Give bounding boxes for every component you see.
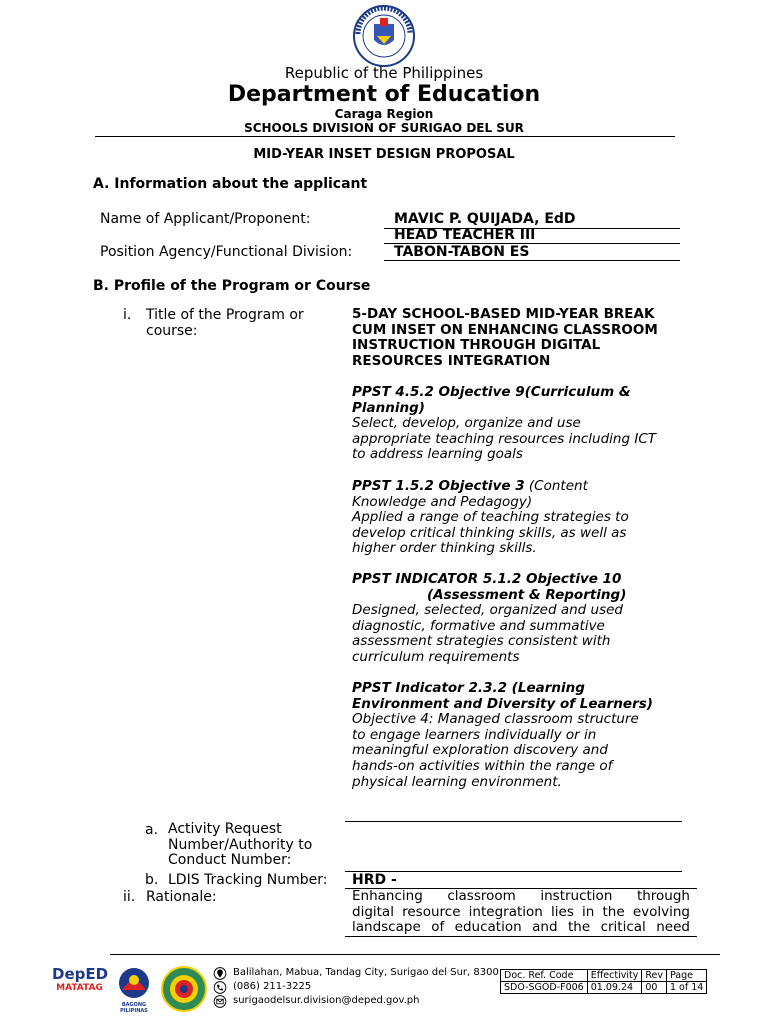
footer-phone: (086) 211-3225 bbox=[233, 981, 312, 992]
ppst-4-description: Objective 4: Managed classroom structure bbox=[352, 711, 639, 728]
doc-ref-code-header: Doc. Ref. Code bbox=[501, 970, 588, 982]
ppst-block-1: PPST 4.5.2 Objective 9(Curriculum & Planning) Select, develop, organize and use appropriate teaching resources including ICT to address learning goals bbox=[352, 384, 657, 463]
footer-divider bbox=[110, 954, 720, 955]
bagong-pilipinas-text: BAGONG PILIPINAS bbox=[120, 1002, 148, 1014]
email-icon bbox=[213, 995, 227, 1008]
item-i-label: Title of the Program or course: bbox=[146, 307, 304, 339]
position-value: HEAD TEACHER III bbox=[394, 227, 536, 243]
location-icon bbox=[213, 967, 227, 980]
footer-email: surigaodelsur.division@deped.gov.ph bbox=[233, 995, 420, 1006]
page-header: Page bbox=[666, 970, 706, 982]
deped-seal-logo bbox=[344, 4, 424, 68]
rev-value: 00 bbox=[642, 982, 667, 994]
doc-ref-table bbox=[500, 969, 707, 994]
rationale-text: Enhancing classroom instruction through digital resource integration lies in the evolving landscape of education and the critical need bbox=[352, 888, 690, 936]
program-title: 5-DAY SCHOOL-BASED MID-YEAR BREAK CUM INSET ON ENHANCING CLASSROOM INSTRUCTION THROUGH DIGITAL RESOURCES INTEGRATION bbox=[352, 306, 658, 369]
ldis-tracking-value: HRD - bbox=[352, 872, 397, 888]
item-a-label: Activity Request Number/Authority to Conduct Number: bbox=[168, 821, 313, 868]
section-b-heading: B. Profile of the Program or Course bbox=[93, 278, 371, 294]
division-label: SCHOOLS DIVISION OF SURIGAO DEL SUR bbox=[244, 121, 524, 135]
activity-request-top-line bbox=[345, 821, 682, 822]
ppst-block-3: PPST INDICATOR 5.1.2 Objective 10 (Assessment & Reporting) Designed, selected, organized and used diagnostic, formative and summative assessment strategies consistent with curriculum requirements bbox=[352, 571, 627, 665]
effectivity-header: Effectivity bbox=[587, 970, 642, 982]
footer-address: Balilahan, Mabua, Tandag City, Surigao del Sur, 8300 bbox=[233, 967, 499, 978]
region-label: Caraga Region bbox=[334, 107, 434, 121]
bagong-pilipinas-logo bbox=[113, 966, 155, 1000]
item-a-number: a. bbox=[145, 822, 159, 838]
name-label: Name of Applicant/Proponent: bbox=[100, 211, 311, 227]
ppst-2-heading: PPST 1.5.2 Objective 3 bbox=[352, 478, 525, 494]
section-a-heading: A. Information about the applicant bbox=[93, 176, 368, 192]
school-underline bbox=[384, 260, 680, 261]
republic-label: Republic of the Philippines bbox=[284, 64, 484, 82]
ppst-block-2: PPST 1.5.2 Objective 3 (Content Knowledge and Pedagogy) Applied a range of teaching strategies to develop critical thinking skills, as well as higher order thinking skills. bbox=[352, 478, 629, 557]
ppst-2-description: Knowledge and Pedagogy) bbox=[352, 493, 533, 510]
department-title: Department of Education bbox=[227, 82, 541, 107]
ppst-3-heading: PPST INDICATOR 5.1.2 Objective 10 bbox=[352, 571, 622, 587]
page-value: 1 of 14 bbox=[666, 982, 706, 994]
ppst-4-heading: PPST Indicator 2.3.2 (Learning bbox=[352, 680, 585, 696]
footer-contact bbox=[233, 966, 499, 1008]
item-b-number: b. bbox=[145, 872, 159, 888]
effectivity-value: 01.09.24 bbox=[587, 982, 642, 994]
doc-ref-code-value: SDO-SGOD-F006 bbox=[501, 982, 588, 994]
item-i-number: i. bbox=[123, 307, 132, 323]
name-value: MAVIC P. QUIJADA, EdD bbox=[394, 211, 576, 227]
division-seal-logo bbox=[160, 965, 208, 1013]
ppst-block-4: PPST Indicator 2.3.2 (Learning Environment and Diversity of Learners) Objective 4: Managed classroom structure to engage learners individually or in meaningful exploration discovery and hands-on activities within the range of physical learning environment. bbox=[352, 680, 653, 790]
item-b-label: LDIS Tracking Number: bbox=[168, 872, 328, 888]
deped-matatag-logo: DepED MATATAG bbox=[52, 965, 109, 993]
ppst-3-description: Designed, selected, organized and used bbox=[352, 602, 624, 619]
item-ii-label: Rationale: bbox=[146, 889, 217, 905]
rationale-underline bbox=[345, 936, 697, 937]
ppst-1-description: Select, develop, organize and use bbox=[352, 415, 581, 432]
header-divider bbox=[95, 136, 675, 137]
position-label: Position Agency/Functional Division: bbox=[100, 244, 353, 260]
item-ii-number: ii. bbox=[123, 889, 136, 905]
rev-header: Rev bbox=[642, 970, 667, 982]
school-value: TABON-TABON ES bbox=[394, 244, 530, 260]
phone-icon bbox=[213, 981, 227, 994]
ppst-1-heading: PPST 4.5.2 Objective 9(Curriculum & bbox=[352, 384, 631, 400]
document-title: MID-YEAR INSET DESIGN PROPOSAL bbox=[253, 147, 515, 162]
